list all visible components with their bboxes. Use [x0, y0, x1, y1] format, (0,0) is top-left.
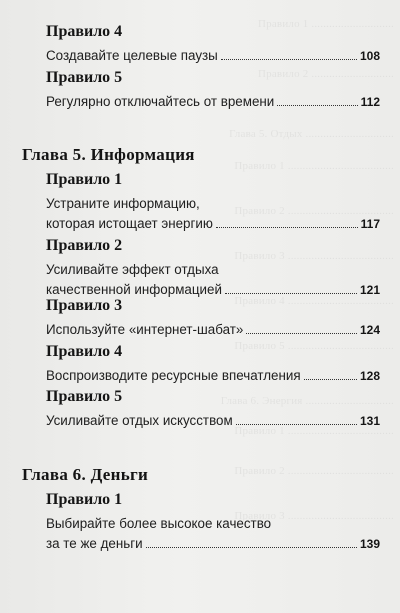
- page-number: 112: [360, 95, 380, 109]
- rule-title: Правило 4: [46, 343, 123, 360]
- dot-leader: [277, 104, 357, 106]
- toc-entry[interactable]: [46, 22, 380, 66]
- page-number: 124: [359, 323, 380, 337]
- page-number: 108: [359, 49, 380, 63]
- rule-name: Используйте «интернет-шабат»: [46, 322, 244, 337]
- dot-leader: [236, 423, 357, 425]
- rule-name: за те же деньги: [46, 536, 143, 551]
- rule-title: Правило 5: [46, 388, 123, 405]
- toc-page: Правило 1 ............................ Правило 2 ............................ Глава 5. Отдых .............................. Правило 1 .................................... Правило 2 .................................... Правило 3 .................................... Правило 4 .................................... Правило 5 .................................... Глава 6. Энергия .............................. Правило 1 .................................... Правило 2 .................................... Правило 3 .................................... Правило 4 Создавайте целевые паузы 108 Правило 5 Регулярно отключайтесь от времени 112 Глава 5. Информация Правило 1 Устраните информацию, которая истощает энергию 117 Правило 2 Усиливайте эффект отдыха качественной информацией 121 Правило 3 Используйте «интернет-шабат» 124 Правило 4 Воспроизводите ресурсные впечатления 128 Правило 5 Усиливайте отдых искусством 131 Глава 6. Деньги Правило 1 Выбирайте более высокое качество за те же деньги 139: [0, 0, 400, 613]
- rule-name-line: Выбирайте более высокое качество: [46, 516, 272, 531]
- chapter-heading: Глава 5. Информация: [22, 145, 195, 164]
- page-number: 128: [359, 369, 380, 383]
- rule-title: Правило 1: [46, 491, 123, 508]
- page-number: 121: [359, 283, 380, 297]
- rule-name: Усиливайте отдых искусством: [46, 413, 233, 428]
- dot-leader: [221, 58, 357, 60]
- rule-name: которая истощает энергию: [46, 216, 213, 231]
- chapter-heading: Глава 6. Деньги: [22, 465, 149, 484]
- rule-name: Регулярно отключайтесь от времени: [46, 94, 275, 109]
- rule-name: Воспроизводите ресурсные впечатления: [46, 368, 301, 383]
- toc-entry[interactable]: [46, 236, 380, 300]
- toc-entry[interactable]: [46, 490, 380, 554]
- toc-entry[interactable]: [46, 68, 380, 112]
- rule-title: Правило 3: [46, 297, 123, 314]
- dot-leader: [216, 226, 358, 228]
- toc-entry[interactable]: [46, 342, 380, 386]
- toc-entry[interactable]: [46, 170, 380, 234]
- dot-leader: [246, 332, 357, 334]
- rule-name-line: Устраните информацию,: [46, 196, 200, 211]
- toc-entry[interactable]: [46, 296, 380, 340]
- rule-name: Создавайте целевые паузы: [46, 48, 218, 63]
- rule-title: Правило 1: [46, 171, 123, 188]
- rule-title: Правило 5: [46, 69, 123, 86]
- rule-title: Правило 4: [46, 23, 123, 40]
- toc-entry[interactable]: [46, 387, 380, 431]
- rule-title: Правило 2: [46, 237, 123, 254]
- dot-leader: [146, 546, 357, 548]
- rule-name: качественной информацией: [46, 282, 222, 297]
- rule-name-line: Усиливайте эффект отдыха: [46, 262, 219, 277]
- dot-leader: [225, 292, 357, 294]
- page-number: 131: [359, 414, 380, 428]
- page-number: 139: [359, 537, 380, 551]
- page-number: 117: [360, 217, 380, 231]
- dot-leader: [304, 378, 357, 380]
